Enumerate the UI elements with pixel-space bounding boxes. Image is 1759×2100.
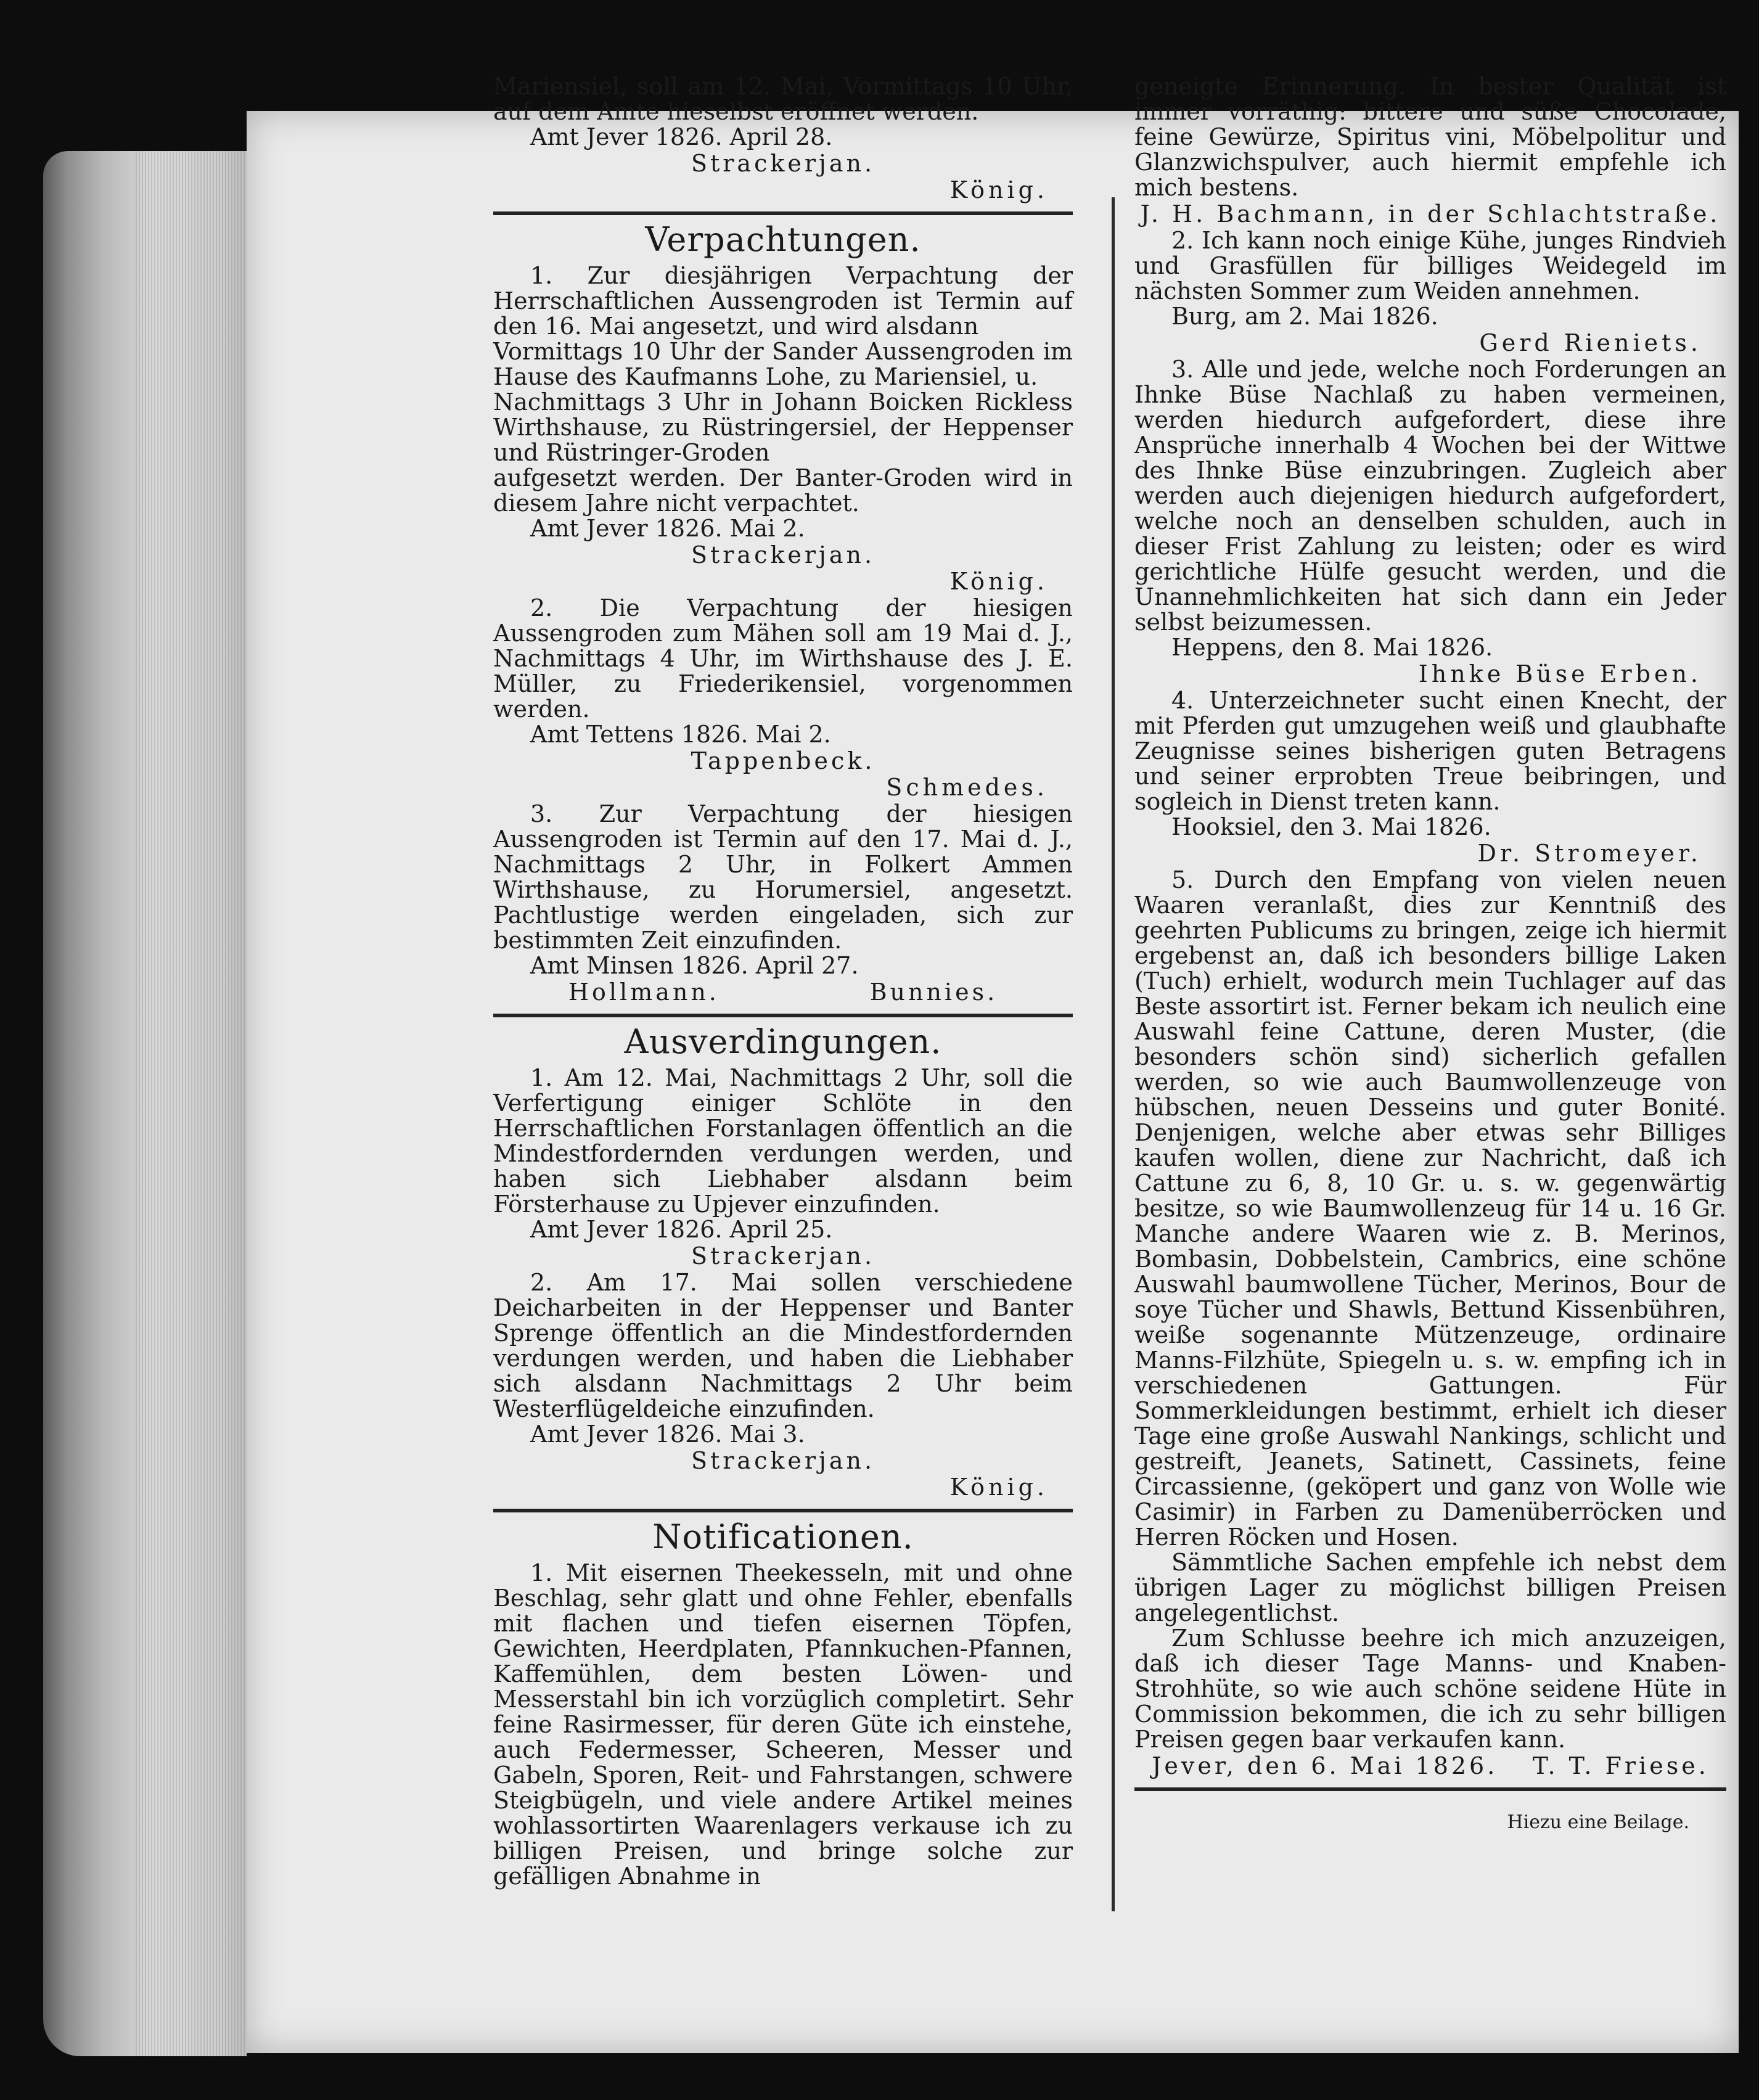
notification-1-signature: J. H. Bachmann, in der Schlachtstraße.: [1140, 200, 1721, 228]
book-page-edges: [43, 151, 247, 2056]
heading-notificationen: Notificationen.: [652, 1517, 914, 1556]
ausverdingung-1-signature: Strackerjan.: [691, 1242, 875, 1269]
verpachtung-3-signatures: [493, 980, 1073, 1005]
notification-5-text-b: Sämmtliche Sachen empfehle ich nebst dem übrigen Lager zu möglichst billigen Preisen angelegentlichst.: [1134, 1549, 1726, 1626]
ausverdingung-2-text: 2. Am 17. Mai sollen verschiedene Deicharbeiten in der Heppenser und Banter Sprenge öffentlich an die Mindestfordernden verdungen werden, und haben die Liebhaber sich alsdann Nachmittags 2 Uhr beim Westerflügeldeiche einzufinden.: [493, 1269, 1073, 1422]
notification-4-date: Hooksiel, den 3. Mai 1826.: [1171, 813, 1491, 840]
verpachtung-1-line-2: Vormittags 10 Uhr der Sander Aussengroden im Hause des Kaufmanns Lohe, zu Mariensiel, u.: [493, 338, 1073, 390]
notification-5-signature: T. T. Friese.: [1532, 1752, 1709, 1779]
notification-4-signature: Dr. Stromeyer.: [1477, 840, 1702, 867]
ausverdingung-1-text: 1. Am 12. Mai, Nachmittags 2 Uhr, soll die Verfertigung einiger Schlöte in den Herrschaftlichen Forstanlagen öffentlich an die Mindestfordernden verdungen werden, und haben sich Liebhaber alsdann beim Försterhause zu Upjever einzufinden.: [493, 1064, 1073, 1218]
section-rule: [493, 1014, 1073, 1017]
verpachtung-1-signature-2: König.: [949, 568, 1048, 595]
heading-ausverdingungen: Ausverdingungen.: [624, 1022, 942, 1061]
notification-1-continued: geneigte Erinnerung. In bester Qualität ist immer vorräthig: bittere und süße Chocolade, feine Gewürze, Spiritus vini, Möbelpolitur und Glanzwichspulver, auch hiermit empfehle ich mich bestens.: [1134, 73, 1726, 201]
right-column: [1134, 74, 1726, 1853]
ausverdingung-2-signature-1: Strackerjan.: [691, 1447, 875, 1474]
verpachtung-2-date: Amt Tettens 1826. Mai 2.: [530, 721, 831, 748]
column-divider: [1112, 197, 1115, 1911]
ausverdingung-2-signature-2: König.: [949, 1474, 1048, 1501]
heading-verpachtungen: Verpachtungen.: [645, 220, 921, 259]
notification-5-text-c: Zum Schlusse beehre ich mich anzuzeigen, daß ich dieser Tage Manns- und Knaben-Strohhüte, so wie auch schöne seidene Hüte in Commission bekommen, die ich zu sehr billigen Preisen gegen baar verkaufen kann.: [1134, 1625, 1726, 1753]
notification-3-date: Heppens, den 8. Mai 1826.: [1171, 634, 1493, 661]
verpachtung-1-signature-1: Strackerjan.: [691, 541, 875, 568]
notification-5-text: 5. Durch den Empfang von vielen neuen Waaren veranlaßt, dies zur Kenntniß des geehrten Publicums zu bringen, zeige ich hiermit ergebenst an, daß ich besonders billige Laken (Tuch) erhielt, wodurch mein Tuchlager auf das Beste assortirt ist. Ferner bekam ich neulich eine Auswahl feine Cattune, deren Muster, (die besonders schön sind) sicherlich gefallen werden, so wie auch Baumwollenzeuge von hübschen, neuen Desseins und guter Bonité. Denjenigen, welche aber etwas sehr Billiges kaufen wollen, diene zur Nachricht, daß ich Cattune zu 6, 8, 10 Gr. u. s. w. gegenwärtig besitze, so wie Baumwollenzeug für 14 u. 16 Gr. Manche andere Waaren wie z. B. Merinos, Bombasin, Dobbelstein, Cambrics, eine schöne Auswahl baumwollene Tücher, Merinos, Bour de soye Tücher und Shawls, Bettund Kissenbühren, weiße sogenannte Mützenzeuge, ordinaire Manns-Filzhüte, Spiegeln u. s. w. empfing ich in verschiedenen Gattungen. Für Sommerkleidungen bestimmt, erhielt ich dieser Tage eine große Auswahl Nankings, schlicht und gestreift, Jeanets, Satinett, Cassinets, feine Circassienne, (geköpert und ganz von Wolle wie Casimir) in Farben zu Damenüberröcken und Herren Röcken und Hosen.: [1134, 866, 1726, 1551]
verpachtung-3-date: Amt Minsen 1826. April 27.: [530, 952, 859, 979]
verpachtung-1-line-3: Nachmittags 3 Uhr in Johann Boicken Rickless Wirthshause, zu Rüstringersiel, der Heppenser und Rüstringer-Groden: [493, 388, 1073, 466]
section-rule: [493, 211, 1073, 215]
supplement-note: Hiezu eine Beilage.: [1507, 1811, 1689, 1833]
ausverdingung-1-date: Amt Jever 1826. April 25.: [530, 1216, 833, 1243]
verpachtung-2-text: 2. Die Verpachtung der hiesigen Aussengroden zum Mähen soll am 19 Mai d. J., Nachmittags 4 Uhr, im Wirthshause des J. E. Müller, zu Friederikensiel, vorgenommen werden.: [493, 594, 1073, 723]
notification-2-date: Burg, am 2. Mai 1826.: [1171, 303, 1438, 330]
verpachtung-1-date: Amt Jever 1826. Mai 2.: [530, 515, 805, 542]
verpachtung-2-signature-2: Schmedes.: [886, 774, 1048, 801]
verpachtung-1-intro: 1. Zur diesjährigen Verpachtung der Herrschaftlichen Aussengroden ist Termin auf den 16. Mai angesetzt, und wird alsdann: [493, 262, 1073, 340]
notification-2-text: 2. Ich kann noch einige Kühe, junges Rindvieh und Grasfüllen für billiges Weidegeld im nächsten Sommer zum Weiden annehmen.: [1134, 227, 1726, 305]
intro-text: Mariensiel, soll am 12. Mai, Vormittags 10 Uhr, auf dem Amte hieselbst eröffnet werden.: [493, 73, 1073, 125]
verpachtung-3-signature-2: Bunnies.: [869, 978, 998, 1006]
notification-5-date: Jever, den 6. Mai 1826.: [1152, 1752, 1498, 1779]
notification-5-footer: [1134, 1753, 1726, 1779]
intro-signature-2: König.: [949, 176, 1048, 203]
notification-2-signature: Gerd Rieniets.: [1479, 329, 1702, 356]
notification-1-text: 1. Mit eisernen Theekesseln, mit und ohne Beschlag, sehr glatt und ohne Fehler, ebenfalls mit flachen und tiefen eisernen Töpfen, Gewichten, Heerdplaten, Pfannkuchen-Pfannen, Kaffemühlen, dem besten Löwen- und Messerstahl bin ich vorzüglich completirt. Sehr feine Rasirmesser, für deren Güte ich einstehe, auch Federmesser, Scheeren, Messer und Gabeln, Sporen, Reit- und Fahrstangen, schwere Steigbügeln, und viele andere Artikel meines wohlassortirten Waarenlagers verkause ich zu billigen Preisen, und bringe solche zur gefälligen Abnahme in: [493, 1559, 1073, 1890]
ausverdingung-2-date: Amt Jever 1826. Mai 3.: [530, 1421, 805, 1448]
intro-date: Amt Jever 1826. April 28.: [530, 123, 833, 150]
verpachtung-3-text: 3. Zur Verpachtung der hiesigen Aussengroden ist Termin auf den 17. Mai d. J., Nachmittags 2 Uhr, in Folkert Ammen Wirthshause, zu Horumersiel, angesetzt. Pachtlustige werden eingeladen, sich zur bestimmten Zeit einzufinden.: [493, 800, 1073, 954]
verpachtung-3-signature-1: Hollmann.: [568, 978, 720, 1006]
left-column: [493, 74, 1073, 1889]
notification-4-text: 4. Unterzeichneter sucht einen Knecht, der mit Pferden gut umzugehen weiß und glaubhafte Zeugnisse seines bisherigen guten Betragens und seiner erprobten Treue beibringen, und sogleich in Dienst treten kann.: [1134, 687, 1726, 815]
section-rule: [493, 1509, 1073, 1512]
intro-signature-1: Strackerjan.: [691, 150, 875, 177]
notification-3-signature: Ihnke Büse Erben.: [1418, 660, 1702, 687]
verpachtung-1-line-4: aufgesetzt werden. Der Banter-Groden wird in diesem Jahre nicht verpachtet.: [493, 464, 1073, 517]
notification-3-text: 3. Alle und jede, welche noch Forderungen an Ihnke Büse Nachlaß zu haben vermeinen, werden hiedurch aufgefordert, diese ihre Ansprüche innerhalb 4 Wochen bei der Wittwe des Ihnke Büse einzubringen. Zugleich aber werden auch diejenigen hiedurch aufgefordert, welche noch an denselben schulden, auch in dieser Frist Zahlung zu leisten; oder es wird gerichtliche Hülfe gesucht werden, und die Unannehmlichkeiten hat sich dann ein Jeder selbst beizumessen.: [1134, 356, 1726, 636]
verpachtung-2-signature-1: Tappenbeck.: [691, 747, 875, 774]
end-rule: [1134, 1787, 1726, 1791]
